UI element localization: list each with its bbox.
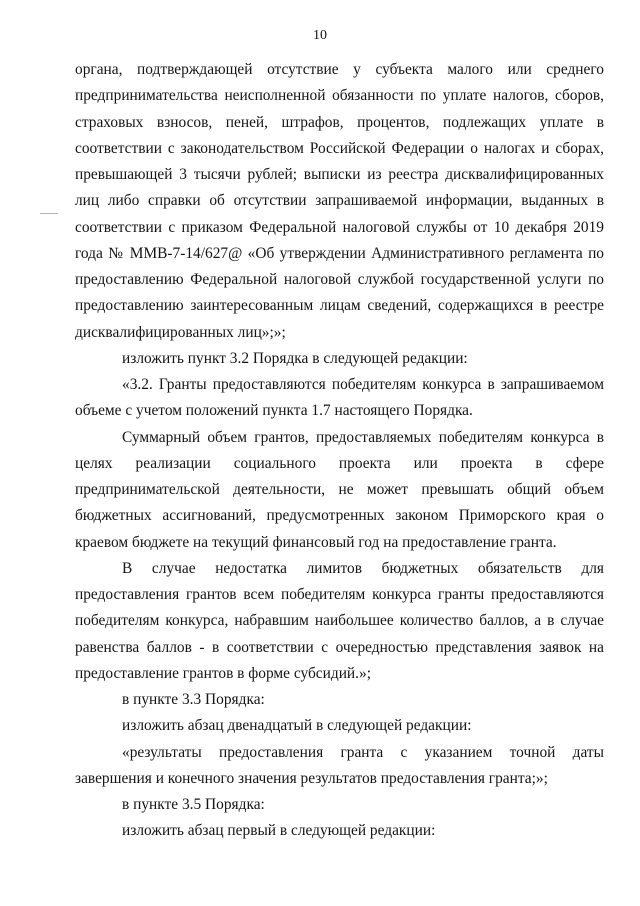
paragraph-results-text: «результаты предоставления гранта с указанием точной даты завершения и конечного значения результатов предоставления гранта;»; [75, 743, 604, 787]
paragraph-limits-shortage: В случае недостатка лимитов бюджетных обязательств для предоставления грантов всем победителям конкурса гранты предоставляются победителям конкурса, набравшим наибольшее количество баллов, а в случае равенства баллов - в соответствии с очередностью представления заявок на предоставление грантов в форме субсидий.»; [75, 559, 604, 682]
paragraph-point-3-2-text: «3.2. Гранты предоставляются победителям конкурса в запрашиваемом объеме с учетом положений пункта 1.7 настоящего Порядка. [75, 376, 604, 420]
paragraph-point-3-5: в пункте 3.5 Порядка: [122, 796, 265, 813]
paragraph-continuation: органа, подтверждающей отсутствие у субъекта малого или среднего предпринимательства неисполненной обязанности по уплате налогов, сборов, страховых взносов, пеней, штрафов, процентов, подлежащих уплате в соответствии с законодательством Российской Федерации о налогах и сборах, превышающей 3 тысячи рублей; выписки из реестра дисквалифицированных лиц либо справки об отсутствии запрашиваемой информации, выданных в соответствии с приказом Федеральной налоговой службы от 10 декабря 2019 года № ММВ-7-14/627@ «Об утверждении Административного регламента по предоставлению Федеральной налоговой службой государственной услуги по предоставлению заинтересованным лицам сведений, содержащихся в реестре дисквалифицированных лиц»;»; [75, 61, 604, 341]
paragraph-amend-first: изложить абзац первый в следующей редакции: [122, 822, 436, 840]
paragraph-amend-twelfth: изложить абзац двенадцатый в следующей редакции: [122, 717, 472, 735]
paragraph-total-grants: Суммарный объем грантов, предоставляемых победителям конкурса в целях реализации социального проекта или проекта в сфере предпринимательской деятельности, не может превышать общий объем бюджетных ассигнований, предусмотренных законом Приморского края о краевом бюджете на текущий финансовый год на предоставление гранта. [75, 428, 604, 551]
margin-mark [40, 213, 58, 214]
paragraph-amend-point-3-2: изложить пункт 3.2 Порядка в следующей редакции: [122, 349, 468, 367]
page-number: 10 [313, 28, 327, 43]
document-body [75, 57, 604, 845]
paragraph-point-3-3: в пункте 3.3 Порядка: [122, 691, 265, 708]
